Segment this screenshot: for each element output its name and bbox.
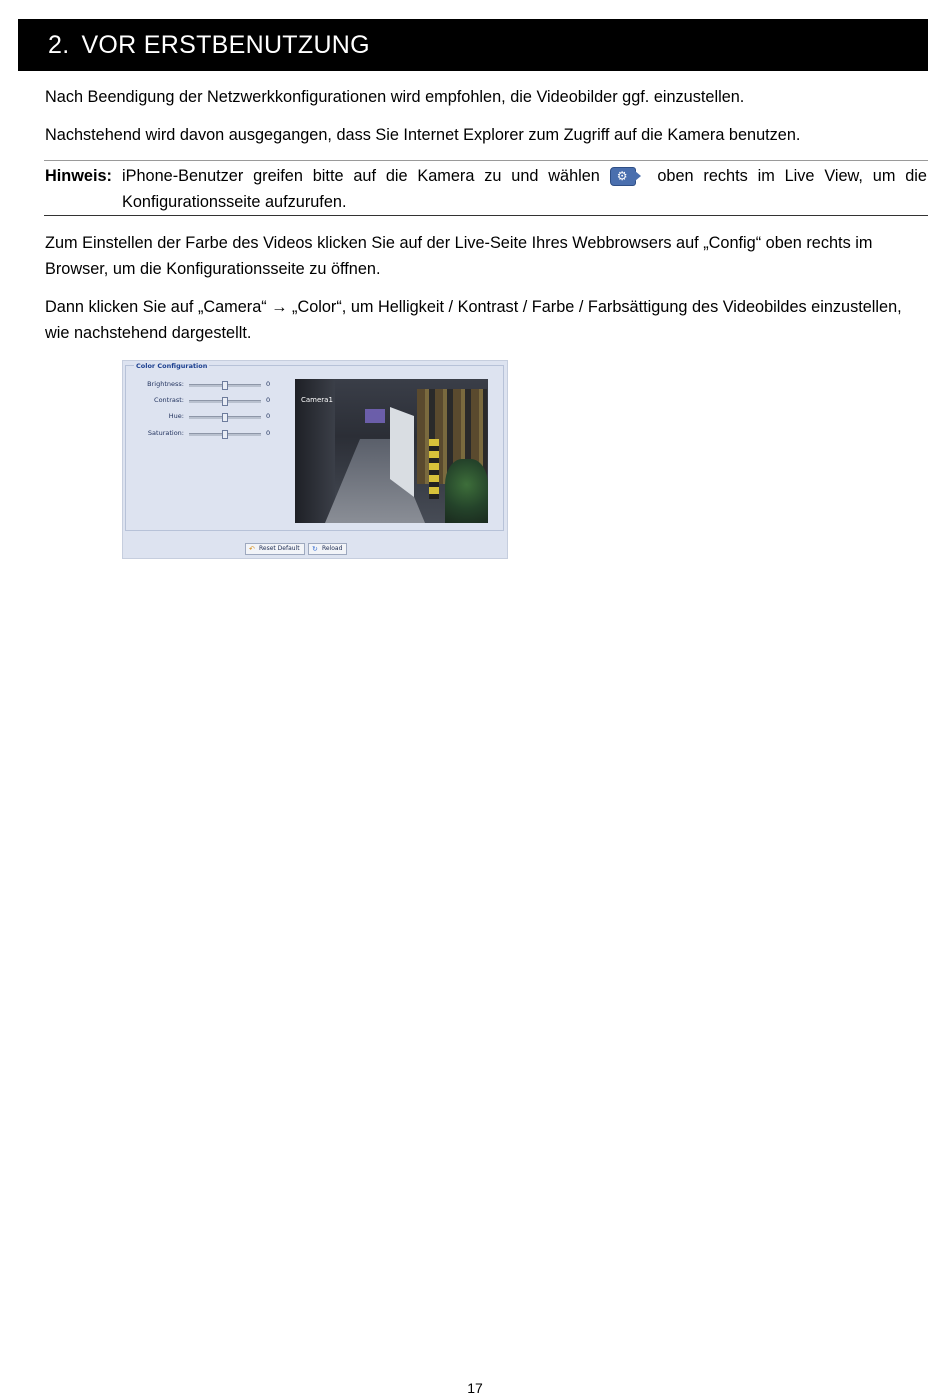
color-configuration-legend: Color Configuration (136, 362, 208, 370)
note-word: Kamera (417, 167, 475, 185)
video-scene-light (365, 409, 385, 423)
note-word: wählen (548, 167, 600, 185)
paragraph-color: Dann klicken Sie auf „Camera“ → „Color“, um Helligkeit / Kontrast / Farbe / Farbsättigung des Videobildes einzustellen, wie nachstehend dargestellt. (45, 298, 902, 342)
contrast-slider[interactable] (189, 400, 261, 403)
config-gear-icon: ⚙ (610, 167, 636, 186)
paragraph-config: Zum Einstellen der Farbe des Videos klicken Sie auf der Live-Seite Ihres Webbrowsers auf „Config“ oben rechts im Browser, um die Konfigurationsseite zu öffnen. (45, 234, 873, 278)
camera-video-preview (295, 379, 488, 523)
saturation-value: 0 (266, 429, 271, 437)
brightness-value: 0 (266, 380, 271, 388)
brightness-slider-thumb[interactable] (222, 381, 228, 390)
saturation-slider[interactable] (189, 433, 261, 436)
saturation-row (126, 428, 286, 440)
note-word: und (511, 167, 539, 185)
paragraph-intro: Nach Beendigung der Netzwerkkonfigurationen wird empfohlen, die Videobilder ggf. einzustellen. (45, 88, 745, 106)
note-word: iPhone-Benutzer (122, 167, 244, 185)
contrast-row (126, 395, 286, 407)
note-bottom-rule (44, 215, 928, 216)
contrast-value: 0 (266, 396, 271, 404)
paragraph-browser: Nachstehend wird davon ausgegangen, dass Sie Internet Explorer zum Zugriff auf die Kamera benutzen. (45, 126, 801, 144)
note-top-rule (44, 160, 928, 161)
saturation-label: Saturation: (147, 429, 184, 437)
note-line-1 (122, 163, 927, 189)
note-word: oben (657, 167, 694, 185)
camera-label: Camera1 (301, 396, 333, 404)
reset-icon: ↶ (249, 545, 255, 553)
note-word: auf (353, 167, 376, 185)
note-word: bitte (312, 167, 344, 185)
note-word: im (757, 167, 775, 185)
note-word: greifen (253, 167, 303, 185)
reload-button[interactable] (308, 543, 347, 555)
reload-label: Reload (322, 545, 343, 552)
note-word: um (872, 167, 896, 185)
saturation-slider-thumb[interactable] (222, 430, 228, 439)
note-line-2: Konfigurationsseite aufzurufen. (122, 193, 347, 211)
reset-default-label: Reset Default (259, 545, 300, 552)
note-word: rechts (703, 167, 748, 185)
hue-slider-thumb[interactable] (222, 413, 228, 422)
note-word: die (385, 167, 408, 185)
brightness-slider[interactable] (189, 384, 261, 387)
contrast-slider-thumb[interactable] (222, 397, 228, 406)
color-configuration-group (125, 362, 504, 531)
contrast-label: Contrast: (154, 396, 184, 404)
section-title: VOR ERSTBENUTZUNG (81, 31, 370, 59)
video-scene-pillar (429, 439, 439, 499)
reset-default-button[interactable] (245, 543, 305, 555)
note-word: die (905, 167, 927, 185)
hue-label: Hue: (168, 412, 184, 420)
note-word: Live (784, 167, 815, 185)
video-scene-plant (445, 459, 488, 523)
color-configuration-screenshot (122, 360, 508, 559)
hue-value: 0 (266, 412, 271, 420)
note-word: View, (824, 167, 863, 185)
hue-row (126, 411, 286, 423)
hue-slider[interactable] (189, 416, 261, 419)
note-word: zu (484, 167, 502, 185)
section-number: 2. (48, 31, 70, 59)
section-header (18, 19, 928, 71)
page-number: 17 (467, 1380, 483, 1396)
reload-icon: ↻ (312, 545, 318, 553)
brightness-label: Brightness: (147, 380, 184, 388)
brightness-row (126, 379, 286, 391)
note-label: Hinweis: (45, 167, 112, 185)
